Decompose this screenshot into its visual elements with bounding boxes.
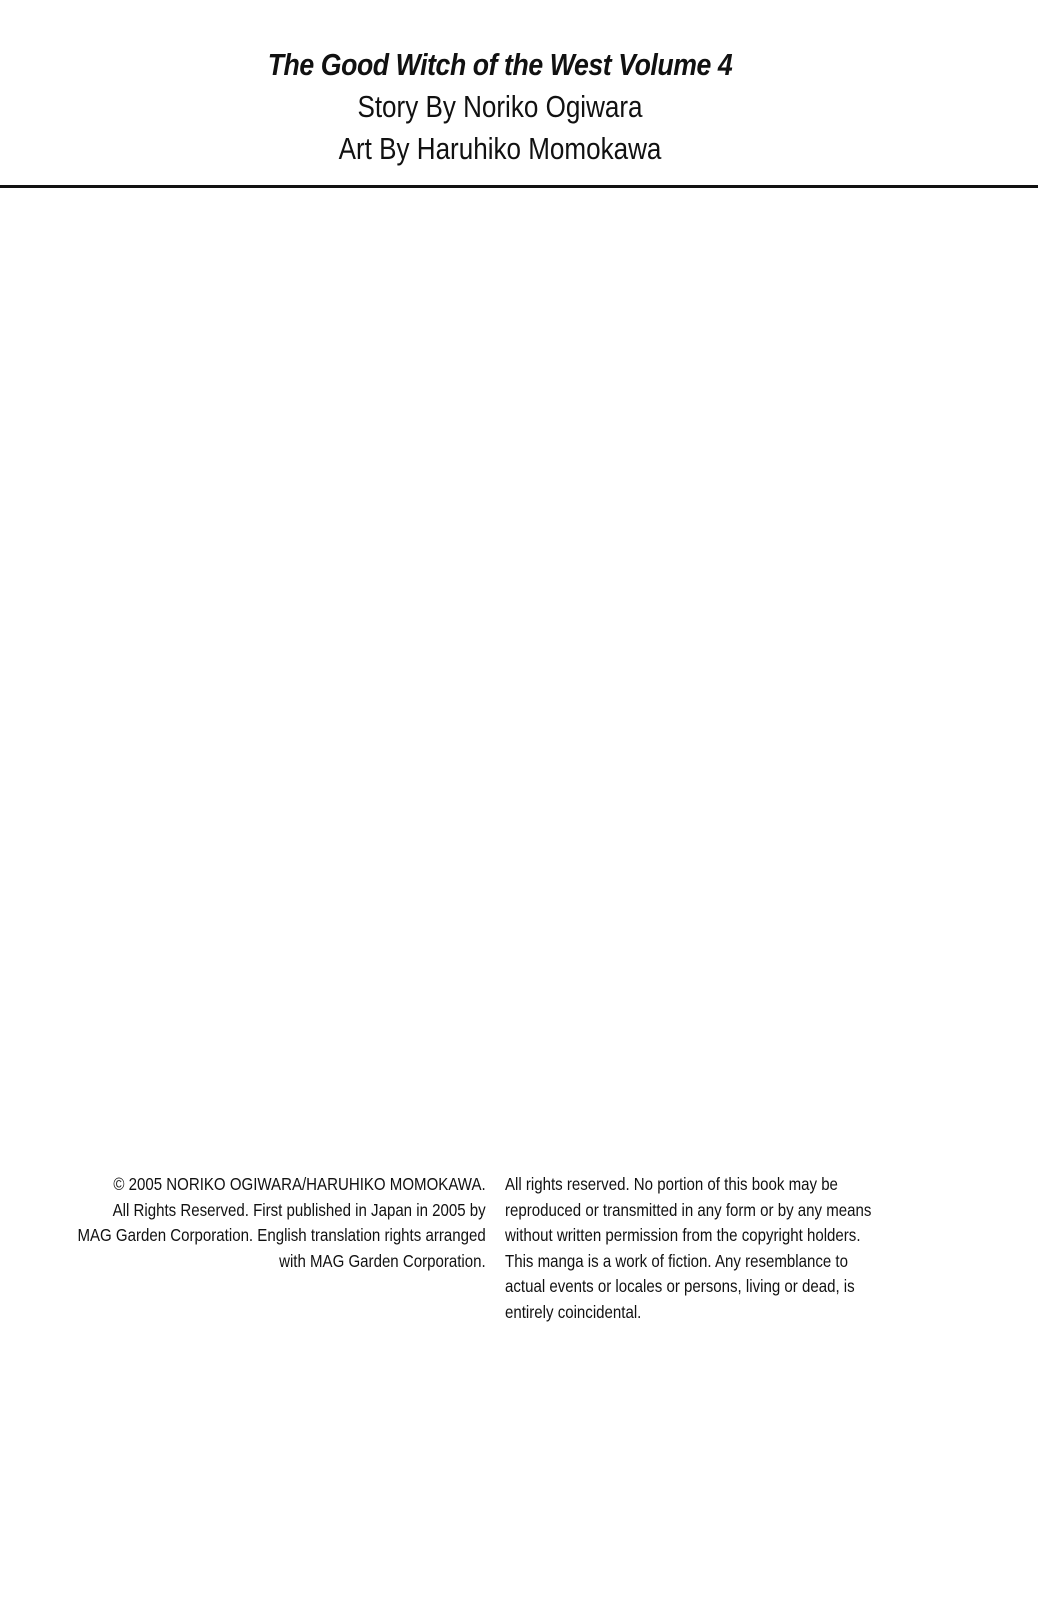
disclaimer-line: actual events or locales or persons, living or dead, is — [505, 1276, 855, 1296]
horizontal-divider — [0, 185, 1038, 188]
copyright-line: All Rights Reserved. First published in Japan in 2005 by — [112, 1199, 487, 1220]
disclaimer-line: This manga is a work of fiction. Any resemblance to — [505, 1250, 848, 1271]
disclaimer-line: entirely coincidental. — [505, 1301, 642, 1322]
disclaimer-line: All rights reserved. No portion of this book may be — [505, 1174, 838, 1194]
copyright-notice — [78, 1172, 486, 1274]
art-credit: Art By Haruhiko Momokawa — [338, 131, 662, 166]
copyright-line: MAG Garden Corporation. English translation rights arranged — [77, 1225, 486, 1245]
disclaimer-line: without written permission from the copyright holders. — [505, 1225, 861, 1245]
copyright-line: with MAG Garden Corporation. — [279, 1250, 486, 1271]
title-block — [0, 44, 1000, 170]
book-title: The Good Witch of the West Volume 4 — [267, 47, 733, 82]
copyright-line: © 2005 NORIKO OGIWARA/HARUHIKO MOMOKAWA. — [113, 1174, 487, 1194]
story-credit: Story By Noriko Ogiwara — [357, 89, 643, 124]
disclaimer-line: reproduced or transmitted in any form or by any means — [505, 1199, 872, 1220]
rights-disclaimer — [505, 1172, 871, 1325]
